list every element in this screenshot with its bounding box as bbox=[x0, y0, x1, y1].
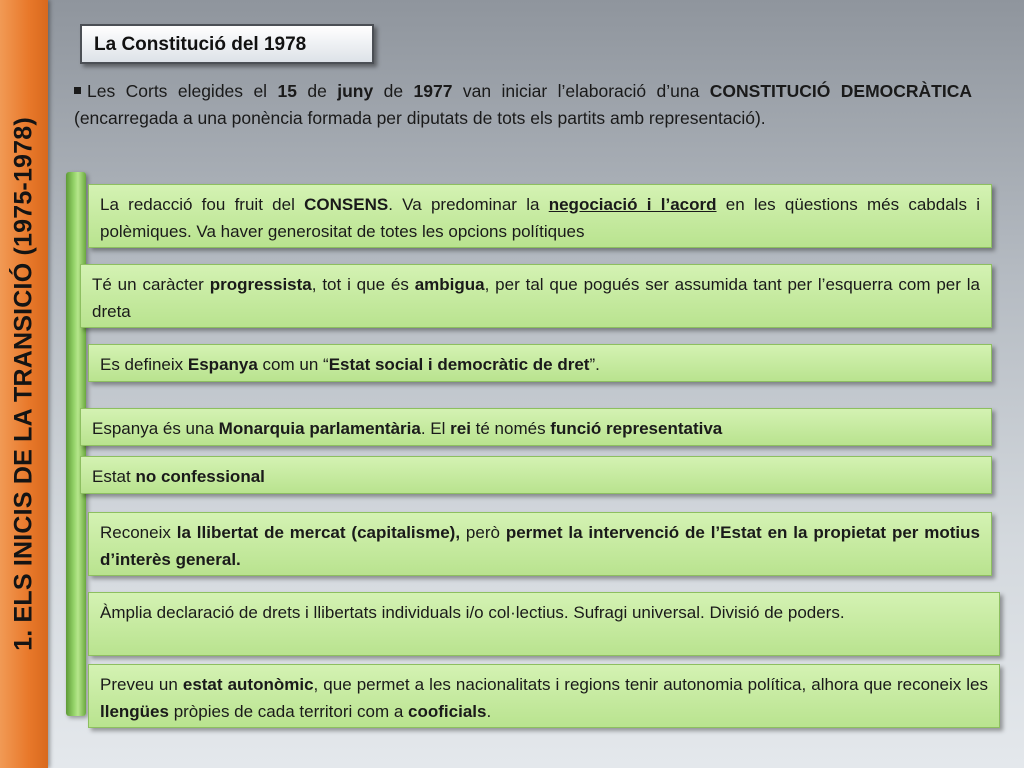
card-text: Espanya és una bbox=[92, 419, 219, 438]
sidebar-title: 1. ELS INICIS DE LA TRANSICIÓ (1975-1978) bbox=[9, 117, 38, 651]
card-bold: no confessional bbox=[135, 467, 265, 486]
card-no-confessional bbox=[80, 456, 992, 494]
intro-text: de bbox=[296, 81, 338, 101]
card-bold: ambigua bbox=[414, 275, 485, 294]
intro-text: van iniciar l’elaboració d’una bbox=[452, 81, 710, 101]
card-bold: la llibertat de mercat (capitalisme), bbox=[176, 523, 461, 542]
sidebar bbox=[0, 0, 48, 768]
card-text: . El bbox=[420, 419, 451, 438]
intro-text: (encarregada a una ponència formada per diputats de tots els partits amb representació). bbox=[74, 108, 766, 128]
square-bullet-icon bbox=[74, 87, 81, 94]
card-text: Àmplia declaració de drets i llibertats individuals i/o col·lectius. Sufragi universal. Divisió de poders. bbox=[100, 603, 845, 622]
card-text: en les qüestions més cabdals i polèmiques. Va haver generositat de totes les opcions polítiques bbox=[100, 195, 980, 241]
card-mercat bbox=[88, 512, 992, 576]
card-text: Té un caràcter bbox=[92, 275, 210, 294]
card-bold: CONSENS bbox=[304, 195, 389, 214]
intro-bold: 1977 bbox=[413, 81, 453, 101]
card-text: Es defineix bbox=[100, 355, 188, 374]
card-consens bbox=[88, 184, 992, 248]
card-text: La redacció fou fruit del bbox=[100, 195, 305, 214]
card-text: . Va predominar la bbox=[388, 195, 549, 214]
card-bold: Monarquia parlamentària bbox=[218, 419, 421, 438]
card-bold: estat autonòmic bbox=[182, 675, 314, 694]
card-bold: llengües bbox=[100, 702, 169, 721]
card-text: Preveu un bbox=[100, 675, 183, 694]
intro-text: Les Corts elegides el bbox=[87, 81, 278, 101]
intro-text: de bbox=[373, 81, 414, 101]
card-estat-social bbox=[88, 344, 992, 382]
card-bold: rei bbox=[450, 419, 471, 438]
card-text: Reconeix bbox=[100, 523, 177, 542]
section-title: La Constitució del 1978 bbox=[80, 24, 374, 64]
card-drets bbox=[88, 592, 1000, 656]
card-bold: progressista bbox=[209, 275, 312, 294]
card-text: pròpies de cada territori com a bbox=[168, 702, 409, 721]
card-text: ”. bbox=[589, 355, 600, 374]
card-text: . bbox=[486, 702, 492, 721]
card-text: Estat bbox=[92, 467, 136, 486]
card-text: però bbox=[460, 523, 506, 542]
card-text: té només bbox=[470, 419, 551, 438]
card-text: , que permet a les nacionalitats i regions tenir autonomia política, alhora que reconeix les bbox=[313, 675, 988, 694]
card-bold: permet la intervenció de l’Estat en la propietat per motius d’interès general. bbox=[100, 523, 980, 569]
intro-bold: CONSTITUCIÓ DEMOCRÀTICA bbox=[709, 81, 973, 101]
card-monarquia bbox=[80, 408, 992, 446]
card-autonomic bbox=[88, 664, 1000, 728]
card-bold: Espanya bbox=[187, 355, 258, 374]
intro-bold: juny bbox=[337, 81, 374, 101]
card-bold: cooficials bbox=[408, 702, 487, 721]
card-progressista bbox=[80, 264, 992, 328]
intro-bold: 15 bbox=[277, 81, 297, 101]
card-text: , tot i que és bbox=[311, 275, 415, 294]
card-text: , per tal que pogués ser assumida tant per l’esquerra com per la dreta bbox=[92, 275, 980, 321]
intro-paragraph bbox=[74, 78, 972, 132]
card-bold: funció representativa bbox=[550, 419, 723, 438]
card-underline: negociació i l’acord bbox=[548, 195, 717, 214]
card-bold: Estat social i democràtic de dret bbox=[328, 355, 590, 374]
card-text: com un “ bbox=[257, 355, 329, 374]
